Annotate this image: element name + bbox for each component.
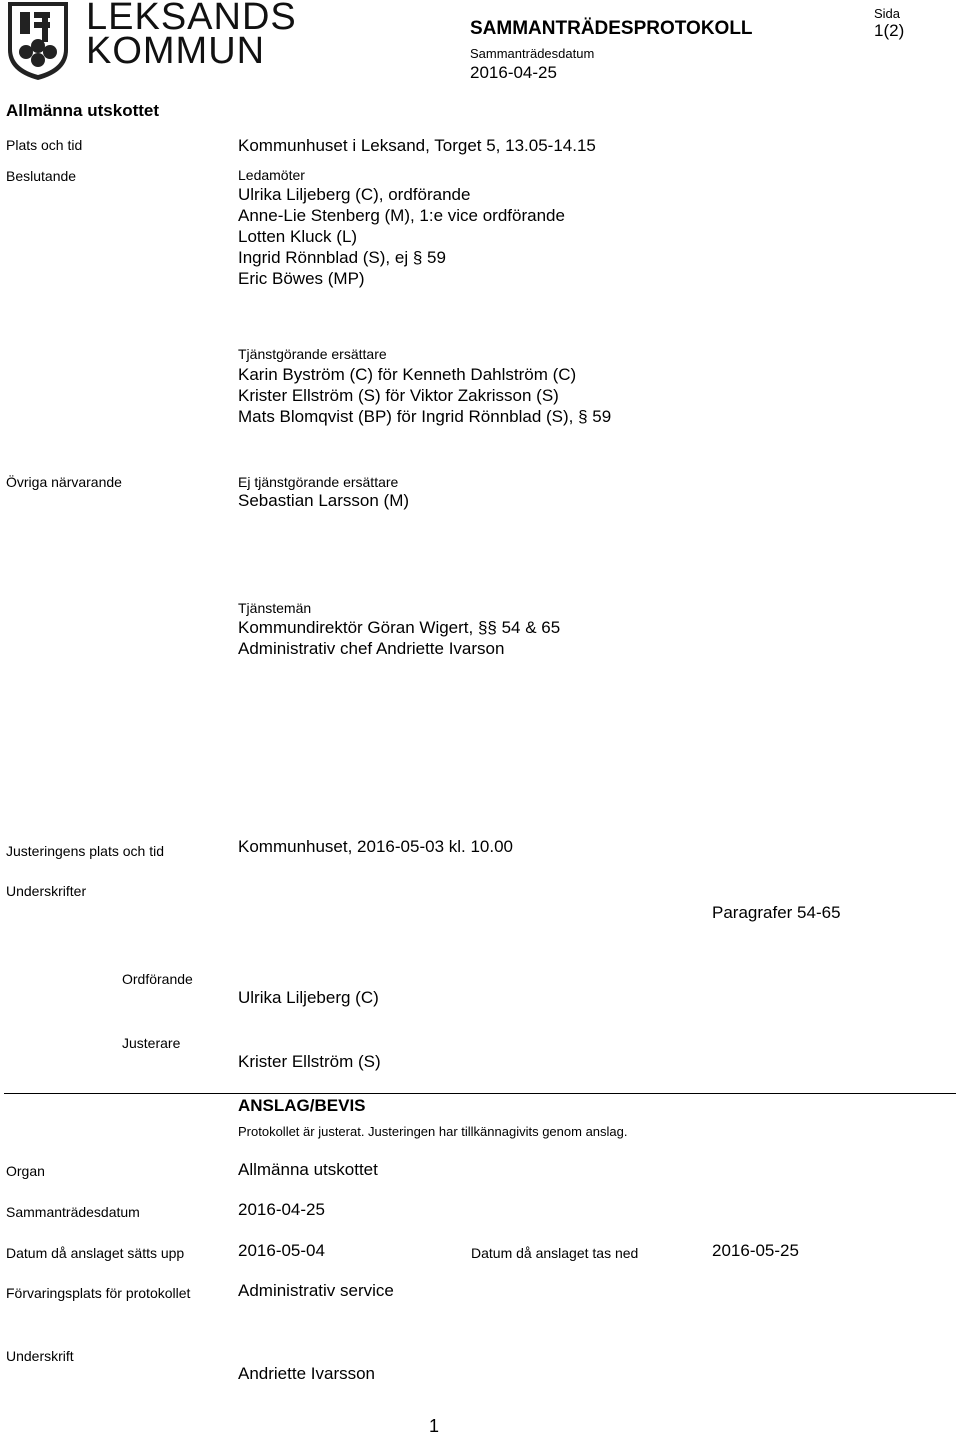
adjuster-name: Krister Ellström (S) [238,1052,381,1071]
posted-date-value: 2016-05-04 [238,1241,325,1260]
signature-label: Underskrift [6,1348,74,1364]
removed-date-value: 2016-05-25 [712,1241,799,1260]
non-serving-heading: Ej tjänstgörande ersättare [238,474,399,490]
notice-date-label: Sammanträdesdatum [6,1204,140,1220]
notice-heading: ANSLAG/BEVIS [238,1096,366,1115]
adjustment-label: Justeringens plats och tid [6,843,164,859]
municipality-crest-logo [6,0,70,82]
member-item: Ingrid Rönnblad (S), ej § 59 [238,248,446,267]
notice-date-value: 2016-04-25 [238,1200,325,1219]
notice-text: Protokollet är justerat. Justeringen har tillkännagivits genom anslag. [238,1124,628,1139]
section-divider [4,1093,956,1094]
document-title: SAMMANTRÄDESPROTOKOLL [470,18,753,39]
posted-date-label: Datum då anslaget sätts upp [6,1245,185,1261]
members-list [238,184,565,289]
removed-date-label: Datum då anslaget tas ned [471,1245,639,1261]
adjuster-label: Justerare [122,1035,181,1051]
paragraphs-range: Paragrafer 54-65 [712,903,841,922]
organ-label: Organ [6,1163,45,1179]
adjustment-value: Kommunhuset, 2016-05-03 kl. 10.00 [238,837,514,856]
deciding-label: Beslutande [6,168,77,184]
page-label: Sida [874,6,901,21]
members-heading: Ledamöter [238,167,305,183]
substitutes-list [238,364,611,427]
officials-list [238,617,560,659]
substitute-item: Karin Byström (C) för Kenneth Dahlström (C) [238,365,577,384]
signatures-label: Underskrifter [6,883,87,899]
member-item: Anne-Lie Stenberg (M), 1:e vice ordförande [238,206,565,225]
meeting-date: 2016-04-25 [470,63,557,82]
chair-name: Ulrika Liljeberg (C) [238,988,379,1007]
member-item: Eric Böwes (MP) [238,269,365,288]
place-label: Plats och tid [6,137,83,153]
page-value: 1(2) [874,21,905,40]
official-item: Kommundirektör Göran Wigert, §§ 54 & 65 [238,618,561,637]
signature-name: Andriette Ivarsson [238,1364,376,1383]
logo-line-2: KOMMUN [86,30,266,72]
organ-value: Allmänna utskottet [238,1160,378,1179]
substitutes-heading: Tjänstgörande ersättare [238,346,387,362]
substitute-item: Krister Ellström (S) för Viktor Zakrisson (S) [238,386,559,405]
official-item: Administrativ chef Andriette Ivarson [238,639,505,658]
others-label: Övriga närvarande [6,474,122,490]
municipality-logo-text [86,0,297,72]
logo-line-1: LEKSANDS [86,0,297,38]
committee-name: Allmänna utskottet [6,101,160,120]
page-number: 1 [429,1416,440,1436]
chair-label: Ordförande [122,971,193,987]
member-item: Ulrika Liljeberg (C), ordförande [238,185,471,204]
member-item: Lotten Kluck (L) [238,227,358,246]
storage-value: Administrativ service [238,1281,394,1300]
officials-heading: Tjänstemän [238,600,312,616]
place-value: Kommunhuset i Leksand, Torget 5, 13.05-14.15 [238,136,596,155]
non-serving-item: Sebastian Larsson (M) [238,491,410,510]
storage-label: Förvaringsplats för protokollet [6,1285,191,1301]
meeting-date-label: Sammanträdesdatum [470,46,595,61]
substitute-item: Mats Blomqvist (BP) för Ingrid Rönnblad (S), § 59 [238,407,612,426]
